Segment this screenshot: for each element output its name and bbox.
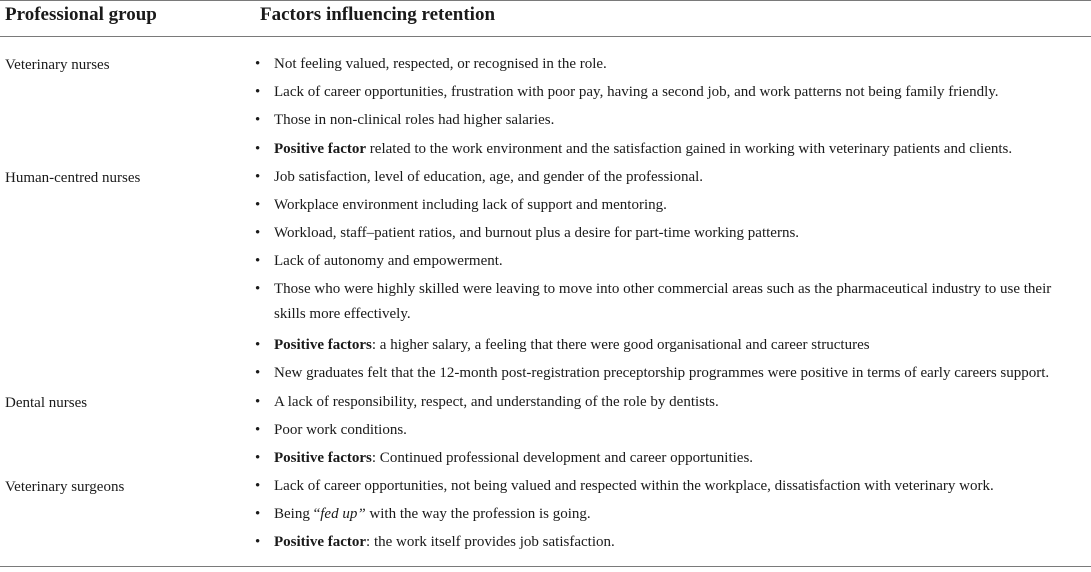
bullet-icon: •	[255, 365, 261, 381]
list-item	[255, 193, 1091, 218]
list-item	[255, 361, 1091, 386]
list-item	[255, 333, 1091, 358]
list-item	[255, 137, 1091, 162]
bullet-icon: •	[255, 253, 261, 269]
item-text: Workplace environment including lack of support and mentoring.	[274, 197, 667, 213]
bullet-icon: •	[255, 450, 261, 466]
top-rule	[0, 0, 1091, 1]
bullet-icon: •	[255, 281, 261, 297]
item-text: : the work itself provides job satisfaction.	[366, 534, 615, 550]
item-text: Poor work conditions.	[274, 422, 407, 438]
bullet-icon: •	[255, 337, 261, 353]
item-text: : Continued professional development and career opportunities.	[371, 450, 754, 466]
item-bold-text: Positive factor	[274, 534, 367, 550]
item-text: with the way the profession is going.	[365, 506, 591, 522]
list-item	[255, 249, 1091, 274]
bullet-icon: •	[255, 478, 261, 494]
group-dental-nurses: Dental nurses	[5, 395, 88, 411]
group-human-centred-nurses: Human-centred nurses	[5, 170, 141, 186]
bullet-icon: •	[255, 112, 261, 128]
item-bold-text: Positive factor	[274, 141, 367, 157]
list-item	[255, 418, 1091, 443]
list-item	[255, 52, 1091, 77]
bullet-icon: •	[255, 394, 261, 410]
item-text: Lack of career opportunities, not being valued and respected within the workplace, dissatisfaction with veterinary work.	[274, 478, 994, 494]
list-item	[255, 277, 1091, 327]
item-text: related to the work environment and the satisfaction gained in working with veterinary patients and clients.	[366, 141, 1013, 157]
item-text: Job satisfaction, level of education, age, and gender of the professional.	[274, 169, 704, 185]
header-factors-influencing-retention: Factors influencing retention	[260, 4, 496, 25]
item-text-continued: skills more effectively.	[274, 306, 411, 322]
list-item	[255, 108, 1091, 133]
bottom-rule	[0, 566, 1091, 567]
item-text: : a higher salary, a feeling that there were good organisational and career structures	[371, 337, 870, 353]
bullet-icon: •	[255, 197, 261, 213]
list-item	[255, 221, 1091, 246]
header-rule	[0, 36, 1091, 37]
list-item	[255, 502, 1091, 527]
bullet-icon: •	[255, 169, 261, 185]
group-veterinary-nurses: Veterinary nurses	[5, 57, 110, 73]
item-text: Workload, staff–patient ratios, and burnout plus a desire for part-time working patterns.	[274, 225, 800, 241]
item-text: Those who were highly skilled were leaving to move into other commercial areas such as the pharmaceutical industry to use their	[274, 281, 1052, 297]
group-veterinary-surgeons: Veterinary surgeons	[5, 479, 125, 495]
list-item	[255, 530, 1091, 555]
item-bold-text: Positive factors	[274, 450, 372, 466]
list-item	[255, 474, 1091, 499]
bullet-icon: •	[255, 141, 261, 157]
item-text: Those in non-clinical roles had higher salaries.	[274, 112, 555, 128]
item-text: New graduates felt that the 12-month post-registration preceptorship programmes were positive in terms of early careers support.	[274, 365, 1050, 381]
list-item	[255, 446, 1091, 471]
bullet-icon: •	[255, 534, 261, 550]
item-text: Lack of career opportunities, frustration with poor pay, having a second job, and work patterns not being family friendly.	[274, 84, 999, 100]
bullet-icon: •	[255, 506, 261, 522]
item-text: Not feeling valued, respected, or recognised in the role.	[274, 56, 607, 72]
list-item	[255, 80, 1091, 105]
bullet-icon: •	[255, 422, 261, 438]
item-italic-text: fed up”	[320, 506, 366, 522]
bullet-icon: •	[255, 56, 261, 72]
bullet-icon: •	[255, 225, 261, 241]
list-item	[255, 165, 1091, 190]
item-text: A lack of responsibility, respect, and understanding of the role by dentists.	[274, 394, 719, 410]
header-professional-group: Professional group	[5, 4, 157, 25]
item-bold-text: Positive factors	[274, 337, 372, 353]
list-item	[255, 390, 1091, 415]
bullet-icon: •	[255, 84, 261, 100]
item-text: Lack of autonomy and empowerment.	[274, 253, 503, 269]
item-text-prefix: Being “	[274, 506, 321, 522]
